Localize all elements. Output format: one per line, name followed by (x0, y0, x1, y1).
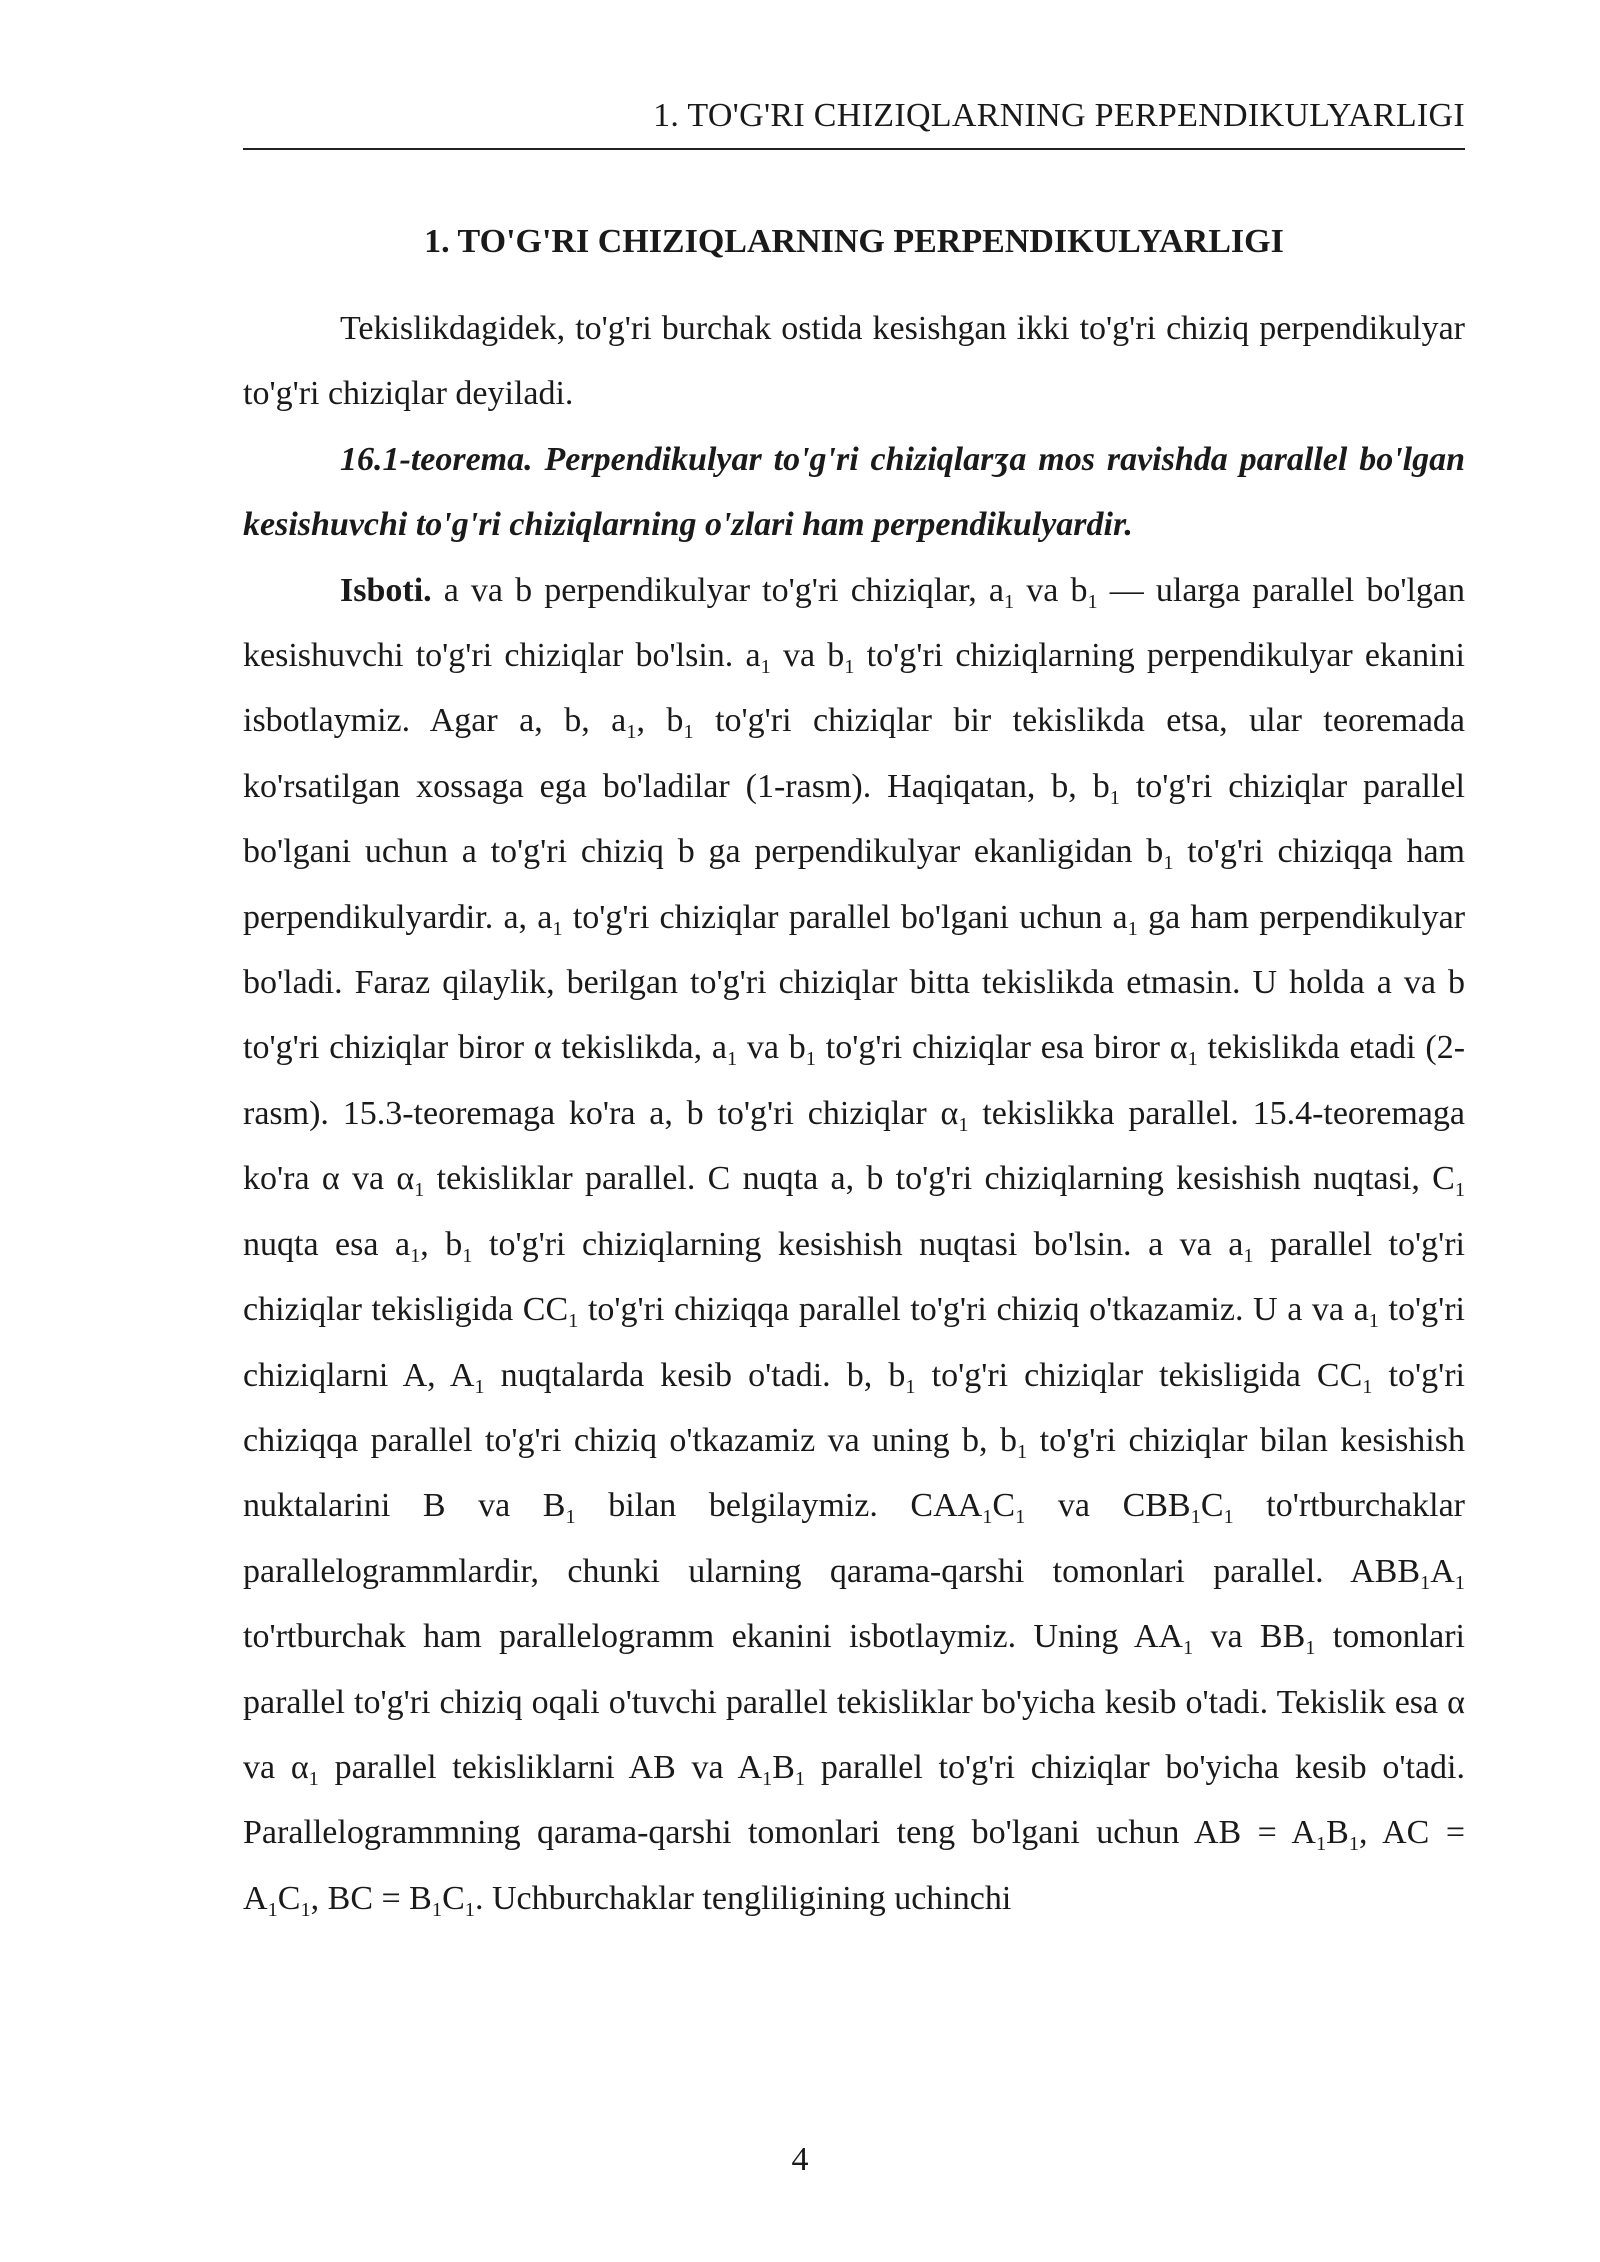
header-divider (243, 148, 1465, 150)
body-text (243, 296, 1465, 1931)
theorem-paragraph: 16.1-teorema. Perpendikulyar to'g'ri chiziqlarʒa mos ravishda parallel bo'lgan kesishuvchi to'g'ri chiziqlarning o'zlari ham perpendikulyardir. (243, 440, 1465, 544)
page-number: 4 (791, 2141, 809, 2178)
proof-paragraph (243, 558, 1465, 1932)
definition-paragraph: Tekislikdagidek, to'g'ri burchak ostida kesishgan ikki to'g'ri chiziq perpendikulyar to'g'ri chiziqlar deyiladi. (243, 310, 1465, 413)
proof-text: a va b perpendikulyar to'g'ri chiziqlar, $a_1$ va $b_1$ — ularga parallel bo'lgan kesishuvchi to'g'ri chiziqlar bo'lsin. $a_1$ va $b_1$ to'g'ri chiziqlarning perpendikulyar ekanini isbotlaymiz. Agar a, b, $a_1$, $b_1$ to'g'ri chiziqlar bir tekislikda etsa, ular teoremada ko'rsatilgan xossaga ega bo'ladilar (1-rasm). Haqiqatan, b, $b_1$ to'g'ri chiziqlar parallel bo'lgani uchun a to'g'ri chiziq b ga perpendikulyar ekanligidan $b_1$ to'g'ri chiziqqa ham perpendikulyardir. a, $a_1$ to'g'ri chiziqlar parallel bo'lgani uchun $a_1$ ga ham perpendikulyar bo'ladi. Faraz qilaylik, berilgan to'g'ri chiziqlar bitta tekislikda etmasin. U holda a va b to'g'ri chiziqlar biror α tekislikda, $a_1$ va $b_1$ to'g'ri chiziqlar esa biror $\alpha_1$ tekislikda etadi (2-rasm). 15.3-teoremaga ko'ra a, b to'g'ri chiziqlar $\alpha_1$ tekislikka parallel. 15.4-teoremaga ko'ra α va $\alpha_1$ tekisliklar parallel. C nuqta a, b to'g'ri chiziqlarning kesishish nuqtasi, $C_1$ nuqta esa $a_1$, $b_1$ to'g'ri chiziqlarning kesishish nuqtasi bo'lsin. a va $a_1$ parallel to'g'ri chiziqlar tekisligida $CC_1$ to'g'ri chiziqqa parallel to'g'ri chiziq o'tkazamiz. U a va $a_1$ to'g'ri chiziqlarni A, $A_1$ nuqtalarda kesib o'tadi. b, $b_1$ to'g'ri chiziqlar tekisligida $CC_1$ to'g'ri chiziqqa parallel to'g'ri chiziq o'tkazamiz va uning b, $b_1$ to'g'ri chiziqlar bilan kesishish nuktalarini B va $B_1$ bilan belgilaymiz. $CAA_1C_1$ va $CBB_1C_1$ to'rtburchaklar parallelogrammlardir, chunki ularning qarama-qarshi tomonlari parallel. $ABB_1A_1$ to'rtburchak ham parallelogramm ekanini isbotlaymiz. Uning $AA_1$ va $BB_1$ tomonlari parallel to'g'ri chiziq oqali o'tuvchi parallel tekisliklar bo'yicha kesib o'tadi. Tekislik esa α va $\alpha_1$ parallel tekisliklarni AB va $A_1B_1$ parallel to'g'ri chiziqlar bo'yicha kesib o'tadi. Parallelogrammning qarama-qarshi tomonlari teng bo'lgani uchun AB = $A_1B_1$, AC = $A_1C_1$, BC = $B_1C_1$. Uchburchaklar tengliligining uchinchi (243, 571, 1466, 1921)
running-header: 1. TO'G'RI CHIZIQLARNING PERPENDIKULYARLIGI (653, 97, 1465, 134)
proof-lead: Isboti. (340, 571, 432, 609)
section-title: 1. TO'G'RI CHIZIQLARNING PERPENDIKULYARLIGI (424, 223, 1284, 260)
